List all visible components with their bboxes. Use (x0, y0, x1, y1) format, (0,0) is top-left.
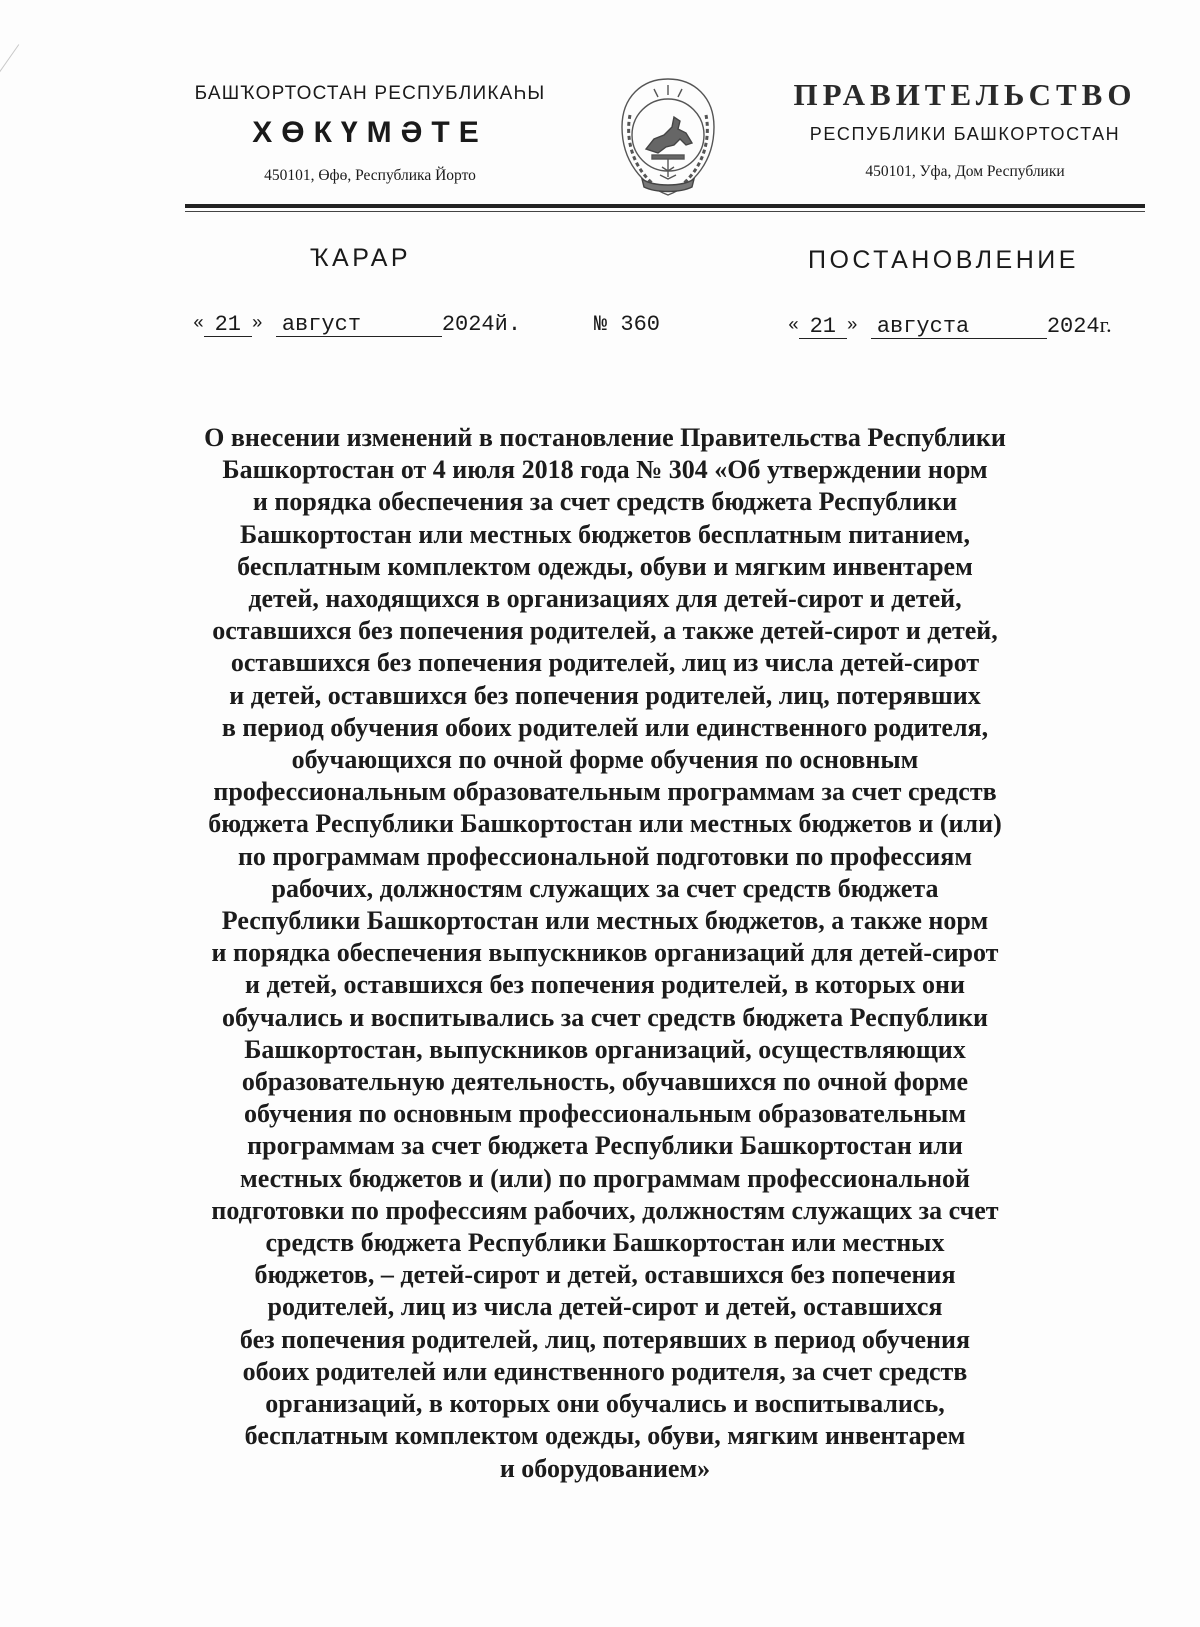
header-right-republic: РЕСПУБЛИКИ БАШКОРТОСТАН (809, 124, 1121, 144)
title-line: средств бюджета Республики Башкортостан или местных (265, 1228, 945, 1258)
title-line: бесплатным комплектом одежды, обуви, мягким инвентарем (244, 1421, 966, 1451)
title-line: профессиональным образовательным программам за счет средств (213, 777, 997, 807)
date-left-open-quote: « (193, 314, 204, 334)
document-kind-bashkir: ҠАРАР (310, 244, 412, 272)
scan-artifact (0, 44, 19, 86)
title-line: Республики Башкортостан или местных бюджетов, а также норм (221, 906, 989, 936)
date-left-year: 2024й. (441, 312, 522, 337)
title-line: бесплатным комплектом одежды, обуви и мягким инвентарем (237, 551, 973, 581)
date-left-close-quote: » (251, 314, 263, 334)
title-line: без попечения родителей, лиц, потерявших в период обучения (239, 1324, 971, 1354)
title-line: обучались и воспитывались за счет средств бюджета Республики (221, 1002, 989, 1032)
title-line: образовательную деятельность, обучавшихся по очной форме (241, 1067, 969, 1097)
date-left-day: 21 (204, 314, 252, 337)
header-divider-thin (185, 211, 1145, 212)
document-kind-russian: ПОСТАНОВЛЕНИЕ (808, 246, 1079, 274)
title-line: и детей, оставшихся без попечения родителей, в которых они (245, 970, 965, 1000)
title-line: обучения по основным профессиональным образовательным (243, 1099, 967, 1129)
title-line: Башкортостан или местных бюджетов бесплатным питанием, (239, 519, 971, 549)
date-bashkir (193, 312, 521, 337)
title-line: детей, находящихся в организациях для детей-сирот и детей, (248, 584, 962, 614)
date-right-year: 2024 (1046, 314, 1100, 339)
header-bashkir (160, 76, 580, 186)
title-line: и порядка обеспечения выпускников организаций для детей-сирот (211, 938, 999, 968)
header-left-republic: БАШҠОРТОСТАН РЕСПУБЛИКАҺЫ (194, 83, 546, 104)
title-line: бюджета Республики Башкортостан или местных бюджетов и (или) (208, 809, 1002, 839)
title-line: и детей, оставшихся без попечения родителей, лиц, потерявших (229, 680, 981, 710)
title-line: в период обучения обоих родителей или единственного родителя, (221, 712, 989, 742)
date-right-suffix: г. (1099, 312, 1112, 337)
title-line: Башкортостан от 4 июля 2018 года № 304 «Об утверждении норм (222, 455, 988, 485)
title-line: оставшихся без попечения родителей, а также детей-сирот и детей, (212, 616, 998, 646)
date-right-close-quote: » (846, 316, 858, 336)
title-line: подготовки по профессиям рабочих, должностям служащих за счет (211, 1195, 999, 1225)
title-line: обоих родителей или единственного родителя, за счет средств (242, 1356, 968, 1386)
bashkortostan-coat-of-arms-icon (612, 75, 724, 199)
header-right-address: 450101, Уфа, Дом Республики (865, 163, 1065, 180)
title-line: организаций, в которых они обучались и воспитывались, (265, 1389, 945, 1419)
document-title (140, 422, 1070, 1485)
title-line: и порядка обеспечения за счет средств бюджета Республики (252, 487, 958, 517)
title-line: рабочих, должностям служащих за счет средств бюджета (271, 873, 939, 903)
document-number: № 360 (594, 312, 661, 337)
header-left-body: ХӨКҮМӘТЕ (252, 116, 488, 149)
title-line: О внесении изменений в постановление Правительства Республики (204, 423, 1006, 452)
title-line: программам за счет бюджета Республики Башкортостан или (247, 1131, 963, 1161)
header-russian (770, 76, 1160, 182)
title-line: бюджетов, – детей-сирот и детей, оставшихся без попечения (254, 1260, 956, 1290)
date-right-month: августа (871, 316, 1047, 339)
title-line: местных бюджетов и (или) по программам профессиональной (240, 1163, 970, 1193)
date-right-day: 21 (799, 316, 847, 339)
title-line: Башкортостан, выпускников организаций, осуществляющих (244, 1034, 966, 1064)
date-russian (788, 312, 1112, 339)
title-line: обучающихся по очной форме обучения по основным (291, 745, 919, 775)
date-left-month: август (276, 314, 442, 337)
title-line: оставшихся без попечения родителей, лиц из числа детей-сирот (230, 648, 980, 678)
header-divider-thick (185, 204, 1145, 208)
date-right-open-quote: « (788, 316, 799, 336)
title-line: родителей, лиц из числа детей-сирот и детей, оставшихся (267, 1292, 943, 1322)
header-left-address: 450101, Өфө, Республика Йорто (264, 167, 476, 184)
title-line: и оборудованием» (499, 1453, 711, 1483)
header-right-body: ПРАВИТЕЛЬСТВО (793, 77, 1137, 112)
title-line: по программам профессиональной подготовки по профессиям (237, 841, 973, 871)
